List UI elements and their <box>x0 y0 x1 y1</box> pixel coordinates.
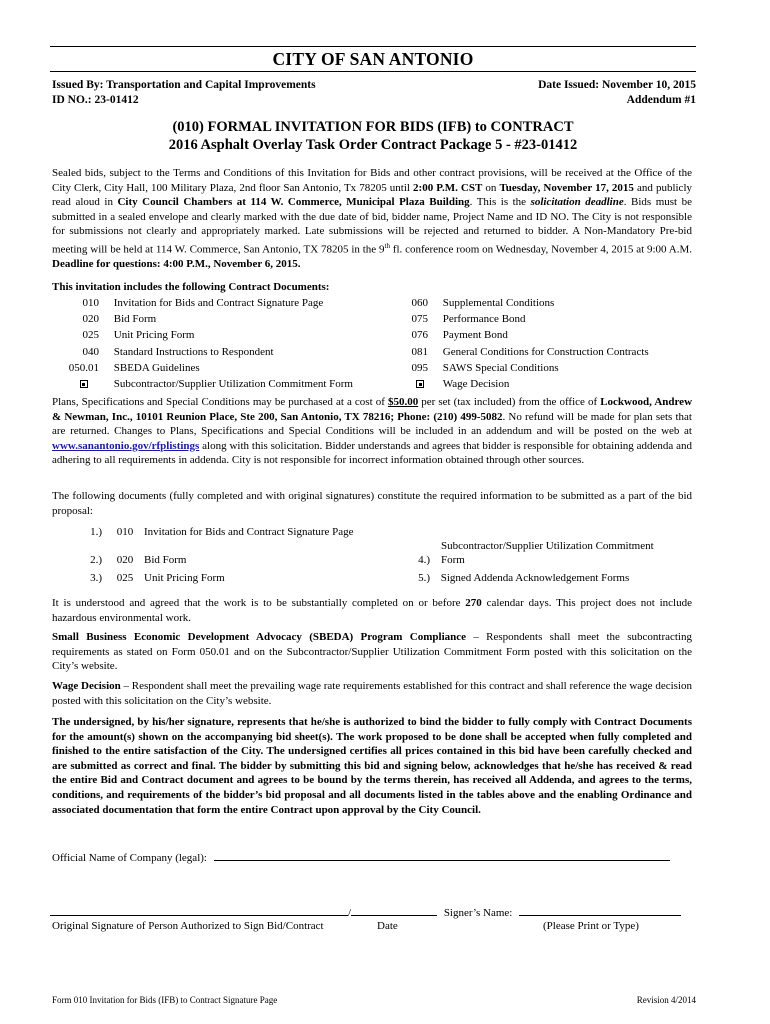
doc-code: 010 <box>82 297 99 309</box>
calendar-days: 270 <box>465 597 482 609</box>
item-name: Subcontractor/Supplier Utilization Commitment <box>441 540 654 552</box>
doc-name: SAWS Special Conditions <box>442 362 559 374</box>
deadline-date: Tuesday, November 17, 2015 <box>499 181 634 194</box>
rfp-listings-link[interactable]: www.sanantonio.gov/rfplistings <box>52 439 200 452</box>
doc-right-2 <box>400 312 526 326</box>
addendum-number: Addendum #1 <box>626 94 696 106</box>
city-title: CITY OF SAN ANTONIO <box>272 49 474 69</box>
plans-vendor: Lockwood, Andrew & Newman, Inc., 10101 Reunion Place, Ste 200, San Antonio, TX 78216; Phone: (210) 499-5082 <box>52 396 693 423</box>
top-rule <box>50 46 696 47</box>
intro-text: fl. conference room on Wednesday, November 4, 2015 at 9:00 A.M. <box>389 243 692 256</box>
date-issued: Date Issued: November 10, 2015 <box>538 79 696 91</box>
solicitation-deadline: solicitation deadline <box>530 196 624 209</box>
doc-left-4 <box>52 345 274 359</box>
item-name: Form <box>441 554 465 566</box>
questions-deadline: Deadline for questions: 4:00 P.M., November 6, 2015. <box>52 258 301 271</box>
item-code: 020 <box>116 554 134 566</box>
issuer-block <box>52 78 316 108</box>
item-number: 5.) <box>418 572 430 584</box>
doc-name: Bid Form <box>113 313 157 325</box>
bullet-icon <box>400 377 428 391</box>
item-number: 2.) <box>90 554 102 566</box>
company-name-row <box>52 849 670 864</box>
bullet-icon <box>52 377 99 391</box>
intro-text: on <box>482 181 500 194</box>
signature-caption: Original Signature of Person Authorized to Sign Bid/Contract <box>52 920 324 932</box>
id-number: ID NO.: 23-01412 <box>52 94 139 106</box>
doc-code: 060 <box>411 297 428 309</box>
doc-right-3 <box>400 328 508 342</box>
certification-paragraph: The undersigned, by his/her signature, represents that he/she is authorized to bind the bidder to fully comply with Contract Documents for the amount(s) shown on the accompanying bid sheet(s). The work proposed to be done shall be accepted when fully completed and finished to the entire satisfaction of the City. The undersigned certifies all prices contained in this bid have been carefully checked and are submitted as correct and final. The bidder by submitting this bid and signing below, acknowledges that he/she has received & read the entire Bid and Contract document and agrees to be bound by the terms therein, has received all Addenda, and agrees to the terms, conditions, and requirements of the bidder’s bid proposal and all documents listed in the tables above and the enabling Ordinance and associated documentation that form the entire Contract upon approval by the City Council. <box>52 716 692 816</box>
doc-code: 040 <box>82 346 99 358</box>
doc-right-1 <box>400 296 554 310</box>
doc-code: 025 <box>82 329 99 341</box>
reading-location: City Council Chambers at 114 W. Commerce, Municipal Plaza Building <box>117 196 470 209</box>
ordinal-suffix: th <box>384 241 390 250</box>
title-rule <box>50 71 696 72</box>
required-item-2 <box>52 553 186 567</box>
print-caption: (Please Print or Type) <box>543 920 639 932</box>
doc-code: 095 <box>411 362 428 374</box>
doc-code: 081 <box>411 346 428 358</box>
wage-label: Wage Decision <box>52 680 121 692</box>
doc-right-4 <box>400 345 649 359</box>
plans-paragraph <box>52 395 692 468</box>
sbeda-text: – Respondents shall meet the subcontracting requirements as stated on Form 050.01 and on the Subcontractor/Supplier Utilization Commitment Form posted with this solicitation on the City’s website. <box>52 631 692 673</box>
item-name: Signed Addenda Acknowledgement Forms <box>440 572 630 584</box>
signature-row <box>50 904 681 919</box>
plans-text: per set (tax included) from the office of <box>418 396 601 408</box>
doc-left-6 <box>52 377 353 391</box>
date-field[interactable] <box>351 904 437 916</box>
signers-name-field[interactable] <box>519 904 681 916</box>
doc-left-1 <box>52 296 323 310</box>
footer-form-title: Form 010 Invitation for Bids (IFB) to Contract Signature Page <box>52 995 278 1005</box>
item-name: Invitation for Bids and Contract Signature Page <box>144 526 354 538</box>
doc-code: 076 <box>411 329 428 341</box>
doc-right-5 <box>400 361 559 375</box>
footer-revision: Revision 4/2014 <box>636 995 696 1005</box>
required-item-4 <box>410 539 654 567</box>
ifb-title-line1: (010) FORMAL INVITATION FOR BIDS (IFB) to CONTRACT <box>172 119 574 135</box>
signature-field[interactable] <box>50 904 348 916</box>
intro-text: and publicly read aloud in <box>52 181 692 209</box>
ifb-title-line2: 2016 Asphalt Overlay Task Order Contract Package 5 - #23-01412 <box>168 137 578 153</box>
plans-text: along with this solicitation. Bidder understands and agrees that bidder is responsible for obtaining addenda and adhering to all requirements in addenda. City is not responsible for incorrect information obtained through other sources. <box>52 439 692 467</box>
plan-price: $50.00 <box>387 396 419 408</box>
plans-text: . No refund will be made for plan sets that are returned. Changes to Plans, Specifications and Special Conditions will be included in an addendum and will be posted on the web at <box>52 410 692 438</box>
sbeda-label: Small Business Economic Development Advocacy (SBEDA) Program Compliance <box>52 631 467 643</box>
doc-code: 075 <box>411 313 428 325</box>
item-number: 1.) <box>90 526 102 538</box>
required-item-5 <box>410 571 629 585</box>
intro-text: Sealed bids, subject to the Terms and Conditions of this Invitation for Bids and other contract provisions, will be received at the Office of the City Clerk, City Hall, 100 Military Plaza, 2nd floor San Antonio, Tx 78205 until <box>52 167 692 194</box>
doc-name: Payment Bond <box>442 329 508 341</box>
company-name-field[interactable] <box>214 849 670 861</box>
required-docs-text: The following documents (fully completed and with original signatures) constitute the required information to be submitted as a part of the bid proposal: <box>52 490 692 517</box>
doc-left-3 <box>52 328 194 342</box>
completion-text: It is understood and agreed that the work is to be substantially completed on or before <box>52 597 466 609</box>
required-item-1 <box>52 525 354 539</box>
doc-name: Invitation for Bids and Contract Signature Page <box>113 297 324 309</box>
doc-name: Performance Bond <box>442 313 526 325</box>
intro-text: . This is the <box>469 196 531 209</box>
date-caption: Date <box>377 920 398 932</box>
doc-name: Supplemental Conditions <box>442 297 555 309</box>
item-number: 3.) <box>90 572 102 584</box>
doc-name: Subcontractor/Supplier Utilization Commitment Form <box>113 378 353 390</box>
sbeda-paragraph <box>52 630 692 674</box>
doc-left-2 <box>52 312 156 326</box>
doc-name: Standard Instructions to Respondent <box>113 346 274 358</box>
doc-code: 050.01 <box>68 362 99 374</box>
issued-by: Issued By: Transportation and Capital Improvements <box>52 79 316 91</box>
ifb-heading <box>50 118 696 154</box>
slash-separator: / <box>348 907 352 919</box>
completion-text: calendar days. This project does not include hazardous environmental work. <box>52 597 692 624</box>
intro-paragraph <box>52 166 692 272</box>
doc-right-6 <box>400 377 509 391</box>
wage-text: – Respondent shall meet the prevailing wage rate requirements established for this contract and shall reference the wage decision posted with this solicitation on the City’s website. <box>52 680 692 707</box>
deadline-time: 2:00 P.M. CST <box>413 181 483 194</box>
wage-paragraph <box>52 679 692 708</box>
doc-code: 020 <box>82 313 99 325</box>
company-name-label: Official Name of Company (legal): <box>52 852 207 864</box>
completion-paragraph <box>52 596 692 625</box>
signers-name-label: Signer’s Name: <box>443 907 513 919</box>
doc-name: Wage Decision <box>442 378 510 390</box>
item-name: Bid Form <box>144 554 187 566</box>
item-code: 010 <box>116 526 134 538</box>
doc-left-5 <box>52 361 200 375</box>
item-name: Unit Pricing Form <box>144 572 225 584</box>
doc-name: Unit Pricing Form <box>113 329 195 341</box>
plans-text: Plans, Specifications and Special Conditions may be purchased at a cost of <box>52 396 388 408</box>
contract-documents-heading: This invitation includes the following Contract Documents: <box>52 281 330 293</box>
doc-name: SBEDA Guidelines <box>113 362 200 374</box>
item-code: 025 <box>116 572 134 584</box>
doc-name: General Conditions for Construction Contracts <box>442 346 649 358</box>
intro-text: . Bids must be submitted in a sealed envelope and clearly marked with the due date of bid, bidder name, Project Name and ID NO. The City is not responsible for submissions not clearly and appropriately marked. Late submissions will be rejected and returned to bidder. A Non-Mandatory Pre-bid meeting will be held at 114 W. Commerce, San Antonio, TX 78205 in the 9 <box>52 196 692 256</box>
date-block <box>538 78 696 108</box>
item-number: 4.) <box>418 554 430 566</box>
required-item-3 <box>52 571 225 585</box>
